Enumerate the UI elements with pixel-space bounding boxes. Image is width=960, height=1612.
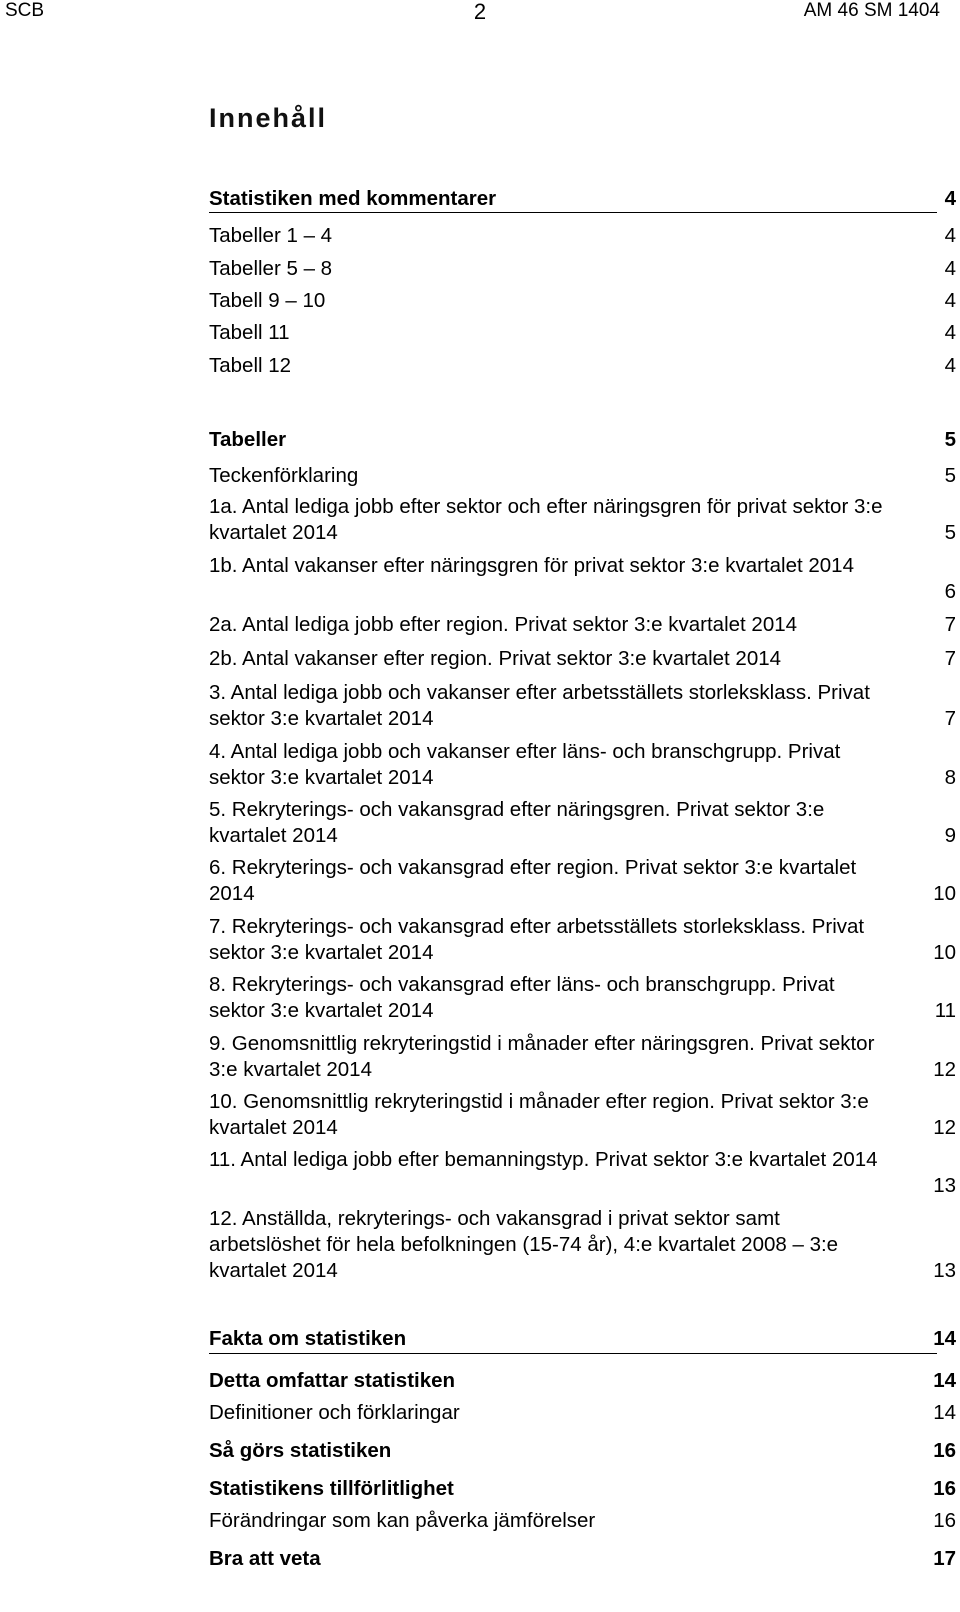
toc-entry[interactable] xyxy=(209,320,956,346)
toc-section[interactable] xyxy=(209,1438,956,1464)
toc-entry[interactable] xyxy=(209,612,956,638)
toc-entry-page: 7 xyxy=(944,613,956,636)
toc-entry[interactable] xyxy=(209,223,956,249)
page-title: Innehåll xyxy=(209,103,328,133)
toc-entry[interactable] xyxy=(209,463,956,489)
toc-entry[interactable] xyxy=(209,1508,956,1534)
toc-entry-text: 6. Rekryterings- och vakansgrad efter region. Privat sektor 3:e kvartalet 2014 xyxy=(209,856,857,905)
toc-entry-text: 10. Genomsnittlig rekryteringstid i månader efter region. Privat sektor 3:e kvartalet 2014 xyxy=(209,1090,869,1139)
toc-section[interactable] xyxy=(209,186,956,212)
toc-entry-page: 4 xyxy=(944,187,956,210)
section-rule xyxy=(209,1353,937,1354)
toc-entry-text: 2a. Antal lediga jobb efter region. Privat sektor 3:e kvartalet 2014 xyxy=(209,613,798,636)
toc-entry-page: 7 xyxy=(944,647,956,670)
toc-entry[interactable] xyxy=(209,739,956,791)
toc-entry-text: 3. Antal lediga jobb och vakanser efter arbetsställets storleksklass. Privat sektor 3:e kvartalet 2014 xyxy=(209,681,870,730)
toc-entry-page: 14 xyxy=(933,1369,956,1392)
toc-entry-text: Fakta om statistiken xyxy=(209,1327,407,1350)
toc-entry-page: 4 xyxy=(944,289,956,312)
toc-entry-text: Så görs statistiken xyxy=(209,1439,392,1462)
toc-entry[interactable] xyxy=(209,680,956,732)
toc-entry[interactable] xyxy=(209,353,956,379)
header-agency: SCB xyxy=(5,0,45,21)
toc-entry-text: 8. Rekryterings- och vakansgrad efter läns- och branschgrupp. Privat sektor 3:e kvartalet 2014 xyxy=(209,973,835,1022)
toc-entry-page: 5 xyxy=(944,464,956,487)
toc-entry[interactable] xyxy=(209,1206,956,1284)
toc-entry-page: 16 xyxy=(933,1439,956,1462)
toc-entry[interactable] xyxy=(209,1400,956,1426)
toc-entry-page: 9 xyxy=(944,824,956,847)
toc-entry-page: 14 xyxy=(933,1327,956,1350)
toc-entry-text: Detta omfattar statistiken xyxy=(209,1369,456,1392)
toc-entry[interactable] xyxy=(209,646,956,672)
toc-entry-text: 4. Antal lediga jobb och vakanser efter läns- och branschgrupp. Privat sektor 3:e kvartalet 2014 xyxy=(209,740,841,789)
toc-entry-text: 5. Rekryterings- och vakansgrad efter näringsgren. Privat sektor 3:e kvartalet 2014 xyxy=(209,798,825,847)
toc-entry-page: 16 xyxy=(933,1477,956,1500)
toc-entry-text: 11. Antal lediga jobb efter bemanningstyp. Privat sektor 3:e kvartalet 2014 xyxy=(209,1148,878,1171)
toc-entry-page: 13 xyxy=(933,1174,956,1197)
toc-entry-text: 2b. Antal vakanser efter region. Privat sektor 3:e kvartalet 2014 xyxy=(209,647,782,670)
toc-entry-page: 4 xyxy=(944,257,956,280)
toc-entry-text: 1a. Antal lediga jobb efter sektor och efter näringsgren för privat sektor 3:e kvartalet 2014 xyxy=(209,495,883,544)
toc-entry-text: Tabell 12 xyxy=(209,354,292,377)
toc-entry-page: 10 xyxy=(933,882,956,905)
toc-entry-page: 13 xyxy=(933,1259,956,1282)
toc-entry[interactable] xyxy=(209,1089,956,1141)
toc-entry-page: 5 xyxy=(944,428,956,451)
toc-entry-text: 12. Anställda, rekryterings- och vakansgrad i privat sektor samt arbetslöshet för hela befolkningen (15-74 år), 4:e kvartalet 2008 – 3:e kvartalet 2014 xyxy=(209,1207,839,1282)
toc-entry-text: Statistikens tillförlitlighet xyxy=(209,1477,454,1500)
toc-entry-page: 5 xyxy=(944,521,956,544)
toc-entry-text: Tabeller xyxy=(209,428,287,451)
toc-entry-text: Tabell 11 xyxy=(209,321,290,344)
toc-entry[interactable] xyxy=(209,797,956,849)
toc-entry-page: 4 xyxy=(944,224,956,247)
toc-entry-text: 1b. Antal vakanser efter näringsgren för privat sektor 3:e kvartalet 2014 xyxy=(209,554,854,577)
toc-entry-text: Teckenförklaring xyxy=(209,464,359,487)
toc-entry-page: 10 xyxy=(933,941,956,964)
toc-entry-text: 7. Rekryterings- och vakansgrad efter arbetsställets storleksklass. Privat sektor 3:e kvartalet 2014 xyxy=(209,915,865,964)
toc-entry[interactable] xyxy=(209,855,956,907)
toc-entry-page: 16 xyxy=(933,1509,956,1532)
toc-entry[interactable] xyxy=(209,256,956,282)
toc-entry-page: 11 xyxy=(934,999,956,1022)
toc-entry-text: Statistiken med kommentarer xyxy=(209,187,497,210)
toc-entry-text: Bra att veta xyxy=(209,1547,321,1570)
toc-entry-page: 7 xyxy=(944,707,956,730)
page-number: 2 xyxy=(473,0,487,24)
toc-section[interactable] xyxy=(209,427,956,453)
toc-section[interactable] xyxy=(209,1368,956,1394)
toc-entry-page: 4 xyxy=(944,354,956,377)
toc-entry-text: 9. Genomsnittlig rekryteringstid i månader efter näringsgren. Privat sektor 3:e kvartalet 2014 xyxy=(209,1032,875,1081)
toc-entry-page: 8 xyxy=(944,766,956,789)
toc-section[interactable] xyxy=(209,1326,956,1352)
toc-entry-text: Förändringar som kan påverka jämförelser xyxy=(209,1509,596,1532)
toc-entry-page: 14 xyxy=(933,1401,956,1424)
toc-entry[interactable] xyxy=(209,288,956,314)
toc-section[interactable] xyxy=(209,1476,956,1502)
toc-entry-text: Definitioner och förklaringar xyxy=(209,1401,460,1424)
toc-entry[interactable] xyxy=(209,553,956,605)
toc-entry[interactable] xyxy=(209,972,956,1024)
toc-entry-text: Tabell 9 – 10 xyxy=(209,289,326,312)
section-rule xyxy=(209,212,937,213)
toc-entry-page: 6 xyxy=(944,580,956,603)
toc-entry[interactable] xyxy=(209,1147,956,1199)
toc-entry-page: 17 xyxy=(933,1547,956,1570)
toc-entry-page: 12 xyxy=(933,1116,956,1139)
toc-entry-page: 12 xyxy=(933,1058,956,1081)
toc-entry[interactable] xyxy=(209,914,956,966)
toc-entry-text: Tabeller 1 – 4 xyxy=(209,224,333,247)
header-report-id: AM 46 SM 1404 xyxy=(803,0,940,21)
toc-entry-text: Tabeller 5 – 8 xyxy=(209,257,333,280)
toc-entry[interactable] xyxy=(209,1031,956,1083)
toc-entry[interactable] xyxy=(209,494,956,546)
toc-entry-page: 4 xyxy=(944,321,956,344)
toc-section[interactable] xyxy=(209,1546,956,1572)
